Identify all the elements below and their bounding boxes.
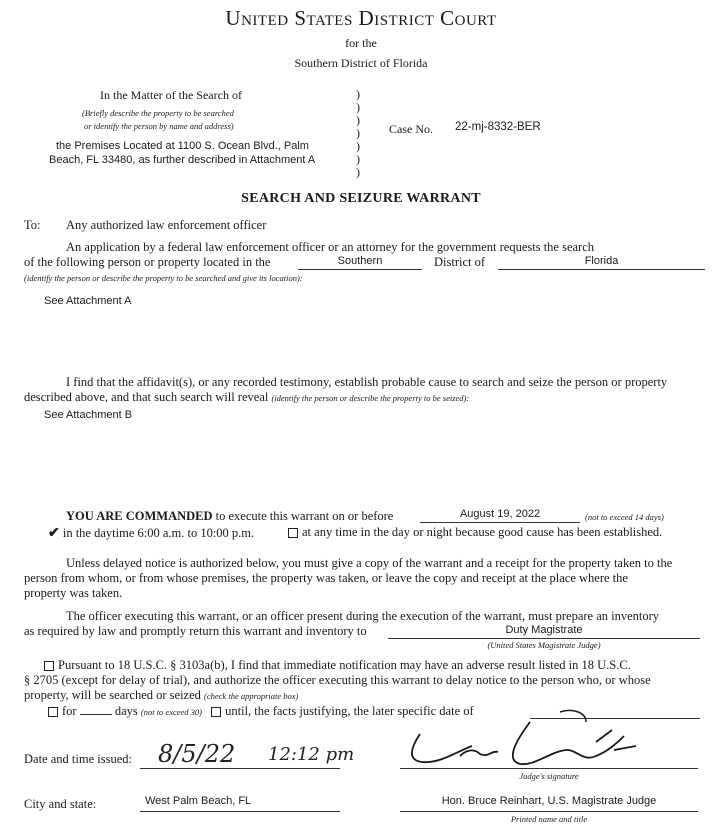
anytime-checkbox-icon [288, 528, 298, 538]
signature-label: Judge's signature [519, 771, 579, 781]
attachment-a: See Attachment A [44, 295, 132, 307]
state-value: Florida [584, 255, 619, 267]
finding-note: (identify the person or describe the property to be seized): [271, 393, 470, 403]
caption-parens: ) ) ) ) ) ) ) [356, 87, 360, 179]
warrant-title: SEARCH AND SEIZURE WARRANT [241, 191, 481, 206]
finding-line-1: I find that the affidavit(s), or any recorded testimony, establish probable cause to search and seize the person or property [66, 375, 668, 389]
issued-label: Date and time issued: [24, 752, 132, 766]
judge-name-label: Printed name and title [510, 814, 588, 824]
city-label: City and state: [24, 797, 97, 811]
daytime-option [48, 525, 254, 542]
district-of-label: District of [434, 255, 486, 269]
days-blank [80, 714, 112, 715]
recipient-note: (United States Magistrate Judge) [487, 640, 601, 650]
judge-signature [400, 706, 650, 772]
delay-checkbox-icon [44, 661, 54, 671]
deadline-underline [420, 522, 580, 523]
premises-line-2: Beach, FL 33480, as further described in Attachment A [49, 154, 316, 166]
delay-line-3-text: property, will be searched or seized [24, 688, 201, 702]
district-value: Southern [337, 255, 383, 267]
application-line-1: An application by a federal law enforcement officer or an attorney for the government requests the search [66, 240, 595, 254]
judge-name-underline [400, 811, 698, 812]
city-value: West Palm Beach, FL [145, 795, 252, 807]
matter-line: In the Matter of the Search of [100, 88, 242, 102]
delay-note: (check the appropriate box) [204, 691, 299, 701]
daytime-text: in the daytime 6:00 a.m. to 10:00 p.m. [62, 526, 255, 540]
issued-underline [140, 768, 340, 769]
commanded-line [66, 509, 393, 524]
commanded-bold: YOU ARE COMMANDED [66, 509, 213, 523]
delay-line-1 [44, 658, 631, 673]
for-the: for the [345, 36, 377, 50]
days-note: (not to exceed 30) [140, 707, 202, 717]
delay-line-1-text: Pursuant to 18 U.S.C. § 3103a(b), I find that immediate notification may have an adverse result listed in 18 U.S.C. [58, 658, 631, 672]
issued-time: 12:12 pm [268, 744, 355, 765]
notice-line-2: person from whom, or from whose premises, the property was taken, or leave the copy and receipt at the place where the [24, 571, 628, 585]
recipient-underline [388, 638, 700, 639]
delay-line-3 [24, 688, 298, 703]
judge-name: Hon. Bruce Reinhart, U.S. Magistrate Judge [441, 795, 657, 807]
until-checkbox-icon [211, 707, 221, 717]
signature-underline [400, 768, 698, 769]
attachment-b: See Attachment B [44, 409, 133, 421]
city-underline [140, 811, 340, 812]
district-name: Southern District of Florida [294, 56, 428, 70]
to-text: Any authorized law enforcement officer [66, 218, 267, 232]
notice-line-1: Unless delayed notice is authorized below, you must give a copy of the warrant and a receipt for the property taken to the [66, 556, 673, 570]
commanded-text: to execute this warrant on or before [215, 509, 394, 523]
delay-line-2: § 2705 (except for delay of trial), and authorize the officer executing this warrant to delay notice to the person who, or whose [24, 673, 651, 687]
court-title: United States District Court [225, 6, 497, 30]
deadline-date: August 19, 2022 [459, 508, 541, 520]
inventory-line-2: as required by law and promptly return this warrant and inventory to [24, 624, 367, 638]
case-no-value: 22-mj-8332-BER [455, 121, 541, 133]
notice-line-3: property was taken. [24, 586, 123, 600]
inventory-line-1: The officer executing this warrant, or an officer present during the execution of the warrant, must prepare an inventory [66, 609, 660, 623]
state-underline [498, 269, 705, 270]
check-icon: ✔ [48, 526, 60, 541]
for-checkbox-icon [48, 707, 58, 717]
finding-line-2-text: described above, and that such search will reveal [24, 390, 269, 404]
recipient-value: Duty Magistrate [505, 624, 583, 636]
deadline-note: (not to exceed 14 days) [585, 512, 664, 522]
district-underline [298, 269, 422, 270]
to-label: To: [24, 218, 41, 232]
anytime-text: at any time in the day or night because good cause has been established. [302, 525, 663, 539]
application-line-2: of the following person or property located in the [24, 255, 271, 269]
until-label: until, the facts justifying, the later specific date of [225, 704, 474, 718]
case-no-label: Case No. [389, 122, 433, 136]
anytime-option [288, 525, 662, 540]
issued-date: 8/5/22 [158, 740, 236, 768]
days-label: days [114, 704, 138, 718]
instructions-1: (Briefly describe the property to be searched [82, 108, 234, 118]
instructions-2: or identify the person by name and address) [84, 121, 234, 131]
for-label: for [62, 704, 77, 718]
premises-line-1: the Premises Located at 1100 S. Ocean Blvd., Palm [56, 140, 309, 152]
application-note: (identify the person or describe the property to be searched and give its location): [24, 273, 303, 283]
finding-line-2 [24, 390, 469, 405]
